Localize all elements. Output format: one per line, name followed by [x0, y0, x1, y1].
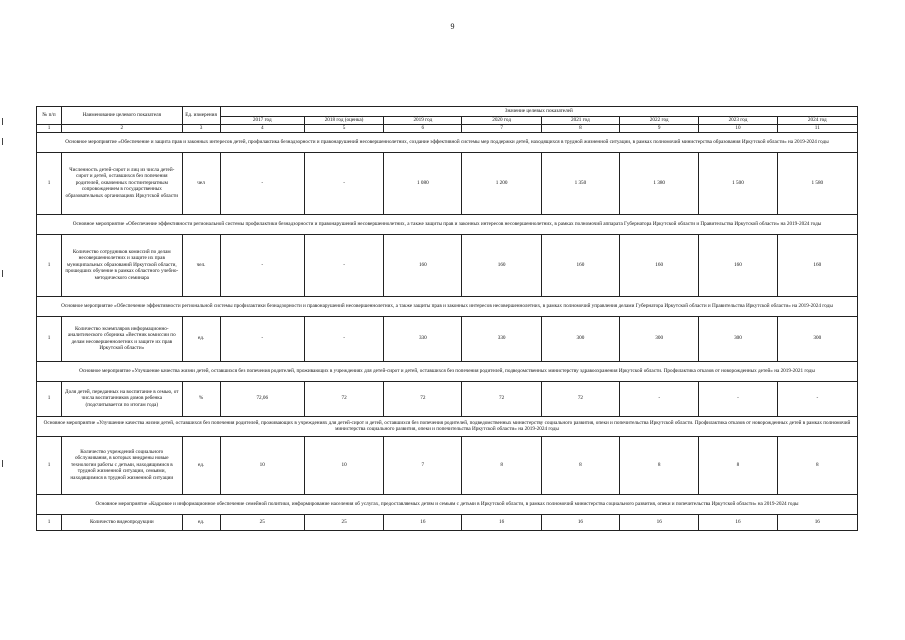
header-values-group: Значение целевых показателей [220, 107, 857, 117]
indicator-row [37, 514, 858, 530]
indicator-value: 160 [462, 234, 541, 296]
indicator-value: 16 [462, 514, 541, 530]
row-num: 1 [37, 234, 62, 296]
indicator-value: 160 [777, 234, 857, 296]
indicator-value: - [304, 152, 383, 214]
indicator-value: 1 380 [620, 152, 699, 214]
indicator-value: - [304, 234, 383, 296]
indicator-value: 72 [541, 381, 619, 416]
indicator-unit: ед. [182, 514, 220, 530]
row-num: 1 [37, 316, 62, 361]
section-title: Основное мероприятие «Обеспечение эффективности региональной системы профилактики безнадзорности и правонарушений несовершеннолетних, а также защиты прав и законных интересов несовершеннолетних, в рамках полномочий управления делами Губернатора Иркутской области и Правительства Иркутской области» на 2019-2024 годы [37, 296, 858, 316]
indicator-value: 72,06 [220, 381, 304, 416]
row-num: 1 [37, 152, 62, 214]
indicator-value: 10 [304, 436, 383, 494]
indicator-value: 8 [777, 436, 857, 494]
header-year: 2017 год [220, 117, 304, 125]
header-name: Наименование целевого показателя [62, 107, 182, 125]
indicator-value: 8 [541, 436, 619, 494]
row-num: 1 [37, 514, 62, 530]
index-cell: 1 [37, 125, 62, 133]
indicator-row [37, 316, 858, 361]
indicator-unit: чел [182, 152, 220, 214]
row-num: 1 [37, 381, 62, 416]
indicator-value: 1 580 [777, 152, 857, 214]
section-title: Основное мероприятие «Улучшение качества жизни детей, оставшихся без попечения родителей, проживающих в учреждениях для детей-сирот и детей, оставшихся без попечения родителей, подведомственных министерству социального развития, опеки и попечительства Иркутской области. Профилактика отказов от новорожденных детей в рамках полномочий министерства социального развития, опеки и попечительства Иркутской области» на 2019-2024 годы [37, 416, 858, 436]
section-row [37, 416, 858, 436]
indicator-value: 16 [699, 514, 777, 530]
header-year: 2018 год (оценка) [304, 117, 383, 125]
header-year: 2021 год [541, 117, 619, 125]
indicator-value: - [304, 316, 383, 361]
indicator-value: 300 [620, 316, 699, 361]
header-year: 2022 год [620, 117, 699, 125]
indicator-value: 160 [384, 234, 462, 296]
indicator-name: Количество экземпляров информационно-аналитического сборника «Вестник комиссии по делам несовершеннолетних и защите их прав Иркутской области» [62, 316, 182, 361]
indicator-row [37, 436, 858, 494]
indicator-value: 300 [777, 316, 857, 361]
index-cell: 3 [182, 125, 220, 133]
page-number: 9 [450, 22, 455, 31]
indicator-row [37, 152, 858, 214]
index-cell: 9 [620, 125, 699, 133]
indicator-name: Количество сотрудников комиссий по делам несовершеннолетних и защите их прав муниципальных образований Иркутской области, прошедших обучение в рамках областного учебно-методического семинара [62, 234, 182, 296]
indicator-value: 300 [541, 316, 619, 361]
index-cell: 8 [541, 125, 619, 133]
section-title: Основное мероприятие «Улучшение качества жизни детей, оставшихся без попечения родителей, проживающих в учреждениях для детей-сирот и детей, оставшихся без попечения родителей, подведомственных министерству здравоохранения Иркутской области. Профилактика отказов от новорожденных детей» на 2019-2021 годы [37, 361, 858, 381]
indicator-value: 8 [620, 436, 699, 494]
indicator-row [37, 381, 858, 416]
indicator-name: Доля детей, переданных на воспитание в семью, от числа воспитанников домов ребенка (подсчитывается по итогам года) [62, 381, 182, 416]
section-title: Основное мероприятие «Обеспечение эффективности региональной системы профилактики безнадзорности и правонарушений несовершеннолетних, а также защиты прав и законных интересов несовершеннолетних, в рамках полномочий аппарата Губернатора Иркутской области и Правительства Иркутской области» на 2019-2024 годы [37, 214, 858, 234]
indicator-value: 160 [541, 234, 619, 296]
indicator-value: 300 [699, 316, 777, 361]
indicator-value: 1 500 [699, 152, 777, 214]
index-cell: 5 [304, 125, 383, 133]
indicator-value: 16 [777, 514, 857, 530]
indicator-value: 160 [699, 234, 777, 296]
indicator-value: - [220, 152, 304, 214]
indicator-value: 160 [620, 234, 699, 296]
indicator-value: - [620, 381, 699, 416]
indicator-value: - [699, 381, 777, 416]
indicator-name: Численность детей-сирот и лиц из числа детей-сирот и детей, оставшихся без попечения родителей, охваченных постинтернатным сопровождением в государственных образовательных организациях Иркутской области [62, 152, 182, 214]
index-row [37, 125, 858, 133]
indicator-value: 1 080 [384, 152, 462, 214]
indicator-value: 7 [384, 436, 462, 494]
section-row [37, 132, 858, 152]
indicator-value: 16 [620, 514, 699, 530]
indicator-value: - [220, 234, 304, 296]
indicator-value: - [777, 381, 857, 416]
indicator-unit: ед. [182, 436, 220, 494]
indicator-name: Количество учреждений социального обслуживания, в которых внедрены новые технологии работы с детьми, находящимися в трудной жизненной ситуации, семьями, находящимися в трудной жизненной ситуации [62, 436, 182, 494]
indicator-value: 25 [304, 514, 383, 530]
indicator-value: 330 [384, 316, 462, 361]
index-cell: 6 [384, 125, 462, 133]
header-year: 2023 год [699, 117, 777, 125]
row-num: 1 [37, 436, 62, 494]
index-cell: 10 [699, 125, 777, 133]
index-cell: 7 [462, 125, 541, 133]
indicator-value: 1 350 [541, 152, 619, 214]
indicator-unit: % [182, 381, 220, 416]
indicator-value: 72 [304, 381, 383, 416]
section-title: Основное мероприятие «Кадровое и информационное обеспечение семейной политики, информирование населения об услугах, предоставляемых детям и семьям с детьми в Иркутской области, в рамках полномочий министерства социального развития, опеки и попечительства Иркутской области» на 2019-2024 годы [37, 494, 858, 514]
indicators-table [36, 106, 858, 531]
indicator-unit: ед. [182, 316, 220, 361]
section-row [37, 214, 858, 234]
index-cell: 2 [62, 125, 182, 133]
section-row [37, 494, 858, 514]
indicator-value: 16 [384, 514, 462, 530]
indicator-value: 10 [220, 436, 304, 494]
section-row [37, 296, 858, 316]
header-year: 2024 год [777, 117, 857, 125]
section-title: Основное мероприятие «Обеспечение и защита прав и законных интересов детей, профилактика безнадзорности и правонарушений несовершеннолетних, создание эффективной системы мер поддержки детей, находящихся в трудной жизненной ситуации, в рамках полномочий министерства образования Иркутской области» на 2019-2024 годы [37, 132, 858, 152]
index-cell: 4 [220, 125, 304, 133]
section-row [37, 361, 858, 381]
indicator-value: 72 [384, 381, 462, 416]
indicator-value: 8 [699, 436, 777, 494]
header-year: 2019 год [384, 117, 462, 125]
indicator-unit: чел. [182, 234, 220, 296]
indicator-name: Количество видеопродукции [62, 514, 182, 530]
indicator-value: 1 200 [462, 152, 541, 214]
indicator-value: - [220, 316, 304, 361]
indicator-row [37, 234, 858, 296]
indicator-value: 72 [462, 381, 541, 416]
header-unit: Ед. измерения [182, 107, 220, 125]
header-year: 2020 год [462, 117, 541, 125]
header-num: № п/п [37, 107, 62, 125]
indicator-value: 16 [541, 514, 619, 530]
indicator-value: 330 [462, 316, 541, 361]
index-cell: 11 [777, 125, 857, 133]
indicator-value: 8 [462, 436, 541, 494]
header-row-1 [37, 107, 858, 117]
indicator-value: 25 [220, 514, 304, 530]
